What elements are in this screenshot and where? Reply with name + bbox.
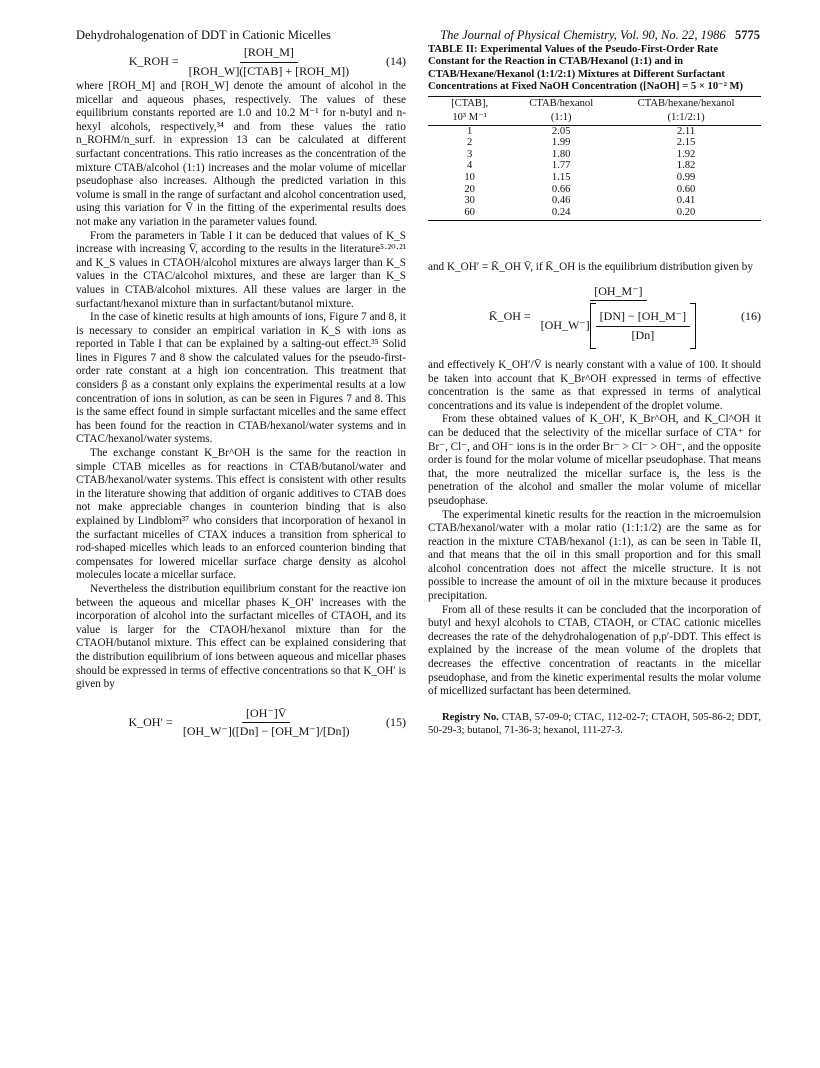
table-cell: 1.80 xyxy=(551,148,571,160)
table-cell: 2 xyxy=(466,137,473,149)
table-cell: 0.24 xyxy=(511,207,611,221)
registry-text: CTAB, 57-09-0; CTAC, 112-02-7; CTAOH, 505-86-2; DDT, 50-29-3; butanol, 71-36-3; hexanol, 111-27-3. xyxy=(428,711,761,737)
column-header-sub: (1:1/2:1) xyxy=(611,111,761,126)
right-column xyxy=(428,44,761,738)
eq16-numerator: [OH_M⁻] xyxy=(590,285,646,302)
table-cell: 60 xyxy=(428,207,511,221)
table-cell: 0.41 xyxy=(676,195,696,207)
paragraph: The exchange constant K_Br^OH is the same for the reaction in simple CTAB micelles as for reactions in CTAB/butanol/water and CTAB/hexanol/water systems. This effect is consistent with other results in the literature showing that addition of organic additives to CTAB does not make appreciable changes in counterion binding that is also explained by Lindblom³⁷ who considers that incorporation of hexanol in the surfactant micelles of CTAX induces a transition from spherical to rod-shaped micelles which leads to an enforced counterion binding that compensates for lowered micellar surface charge density as alcohol molecules locate a micellar surface. xyxy=(76,447,406,582)
left-column xyxy=(76,44,406,746)
table-cell: 0.66 xyxy=(551,183,571,195)
running-header: Dehydrohalogenation of DDT in Cationic Micelles xyxy=(76,28,331,42)
table-row xyxy=(428,172,761,184)
table-row xyxy=(428,195,761,207)
equation-15 xyxy=(76,700,406,746)
table-cell: 4 xyxy=(466,160,473,172)
eq15-denominator: [OH_W⁻]([Dn] − [OH_M⁻]/[Dn]) xyxy=(182,724,350,739)
table-row xyxy=(428,184,761,196)
table-cell: 2.05 xyxy=(551,125,571,137)
eq15-number: (15) xyxy=(386,714,406,729)
table-cell: 3 xyxy=(466,148,473,160)
paragraph: From all of these results it can be concluded that the incorporation of butyl and hexyl alcohols to CTAB, CTAOH, or CTAC cationic micelles decreases the rate of the dehydrohalogenation of p,p′-DDT. This effect is explained by the increase of the mean volume of the droplets that decreases the effective concentration of reactants in the micellar pseudophase, and from the kinetic experimental results the molar volume of micellized surfactant has been determined. xyxy=(428,603,761,698)
eq16-inner-denominator: [Dn] xyxy=(631,327,655,342)
column-header: CTAB/hexane/hexanol xyxy=(611,96,761,111)
eq14-denominator: [ROH_W]([CTAB] + [ROH_M]) xyxy=(188,63,350,78)
eq16-bracket-group xyxy=(541,303,696,349)
table-cell: 1.92 xyxy=(676,148,696,160)
eq16-inner-fraction xyxy=(596,310,690,342)
column-header-sub: (1:1) xyxy=(511,111,611,126)
eq16-denominator xyxy=(537,301,700,349)
table-cell: 1.82 xyxy=(676,160,696,172)
table-title: TABLE II: Experimental Values of the Pseudo-First-Order Rate Constant for the Reaction in CTAB/Hexanol (1:1) and in CTAB/Hexane/Hexanol (1:1/2:1) Mixtures at Different Surfactant Concentrations at Fixed NaOH Concentration ([NaOH] = 5 × 10⁻² M) xyxy=(428,44,744,93)
equation-14 xyxy=(76,44,406,80)
table-cell: 2.15 xyxy=(676,137,696,149)
paragraph: Nevertheless the distribution equilibrium constant for the reactive ion between the aqueous and micellar phases K_OH′ increases with the incorporation of alcohol into the surfactant micelles of CTAOH, and its value is larger for the CTAOH/hexanol mixture than for the CTAOH/butanol mixture. This effect can be explained considering that the distribution equilibrium of ions between aqueous and micellar phases should be expressed in terms of effective concentrations so that K_OH′ is given by xyxy=(76,582,406,691)
table-row xyxy=(428,149,761,161)
table-cell: 10 xyxy=(464,172,475,183)
paragraph: The experimental kinetic results for the reaction in the microemulsion CTAB/hexanol/water with a molar ratio (1:1:1/2) are the same as for reaction in the mixture CTAB/hexanol (1:1), as can be seen in Table II, and that means that the oil in this small proportion and for this small alcohol concentration does not affect the micelle structure. It is not possible to increase the amount of oil in the mixture because it produces precipitation. xyxy=(428,508,761,603)
eq15-numerator: [OH⁻]V̄ xyxy=(242,707,290,724)
column-header: CTAB/hexanol xyxy=(511,96,611,111)
eq16-number: (16) xyxy=(741,309,761,324)
paragraph: where [ROH_M] and [ROH_W] denote the amount of alcohol in the micellar and aqueous phases, respectively. The values of these equilibrium constants reported are 1.0 and 10.2 M⁻¹ for n-butyl and n-hexyl alcohols, respectively,³⁴ and from these values the ratio n_ROHM/n_surf. in expression 13 can be calculated at different surfactant concentrations. This ratio increases as the concentration of the mixture CTAB/alcohol (1:1) increases and the molar volume of micellar pseudophase also increases. Although the predicted variation in this volume is small in the range of surfactant and alcohol concentration used, using this variation for V̄ in the fitting of the experimental results does not make any variation in the parameter values found. xyxy=(76,80,406,228)
eq14-fraction xyxy=(185,46,353,78)
table-cell: 1.15 xyxy=(551,172,571,183)
table-cell: 0.60 xyxy=(676,183,696,195)
table-cell: 20 xyxy=(464,183,475,195)
eq15-fraction xyxy=(179,707,354,739)
eq14-number: (14) xyxy=(386,54,406,69)
eq14-lhs: K_ROH = xyxy=(128,54,179,69)
column-header: [CTAB], xyxy=(428,96,511,111)
journal-name: The Journal of Physical Chemistry, Vol. 90, No. 22, 1986 xyxy=(440,28,726,42)
eq16-inner-numerator: [DN] − [OH_M⁻] xyxy=(596,310,690,327)
journal-citation xyxy=(440,28,760,43)
table-cell: 1.99 xyxy=(551,137,571,149)
table-cell: 30 xyxy=(464,195,475,207)
table-row xyxy=(428,207,761,221)
page-number: 5775 xyxy=(735,28,760,42)
table-cell: 1.77 xyxy=(551,160,571,172)
table-cell: 0.46 xyxy=(551,195,571,207)
registry-numbers xyxy=(428,711,761,738)
paragraph: and K_OH′ = K̄_OH V̄, if K̄_OH is the equilibrium distribution given by xyxy=(428,261,753,274)
column-header-sub: 10³ M⁻¹ xyxy=(428,111,511,126)
eq16-fraction xyxy=(537,285,700,350)
table-cell: 2.11 xyxy=(676,125,696,137)
data-table xyxy=(428,96,761,222)
eq16-den-left: [OH_W⁻] xyxy=(540,318,590,333)
table-cell: 1 xyxy=(466,125,473,137)
table-row xyxy=(428,125,761,137)
table-cell: 0.99 xyxy=(676,172,696,183)
paragraph: From the parameters in Table I it can be deduced that values of K_S increase with increasing V̄, according to the results in the literature⁵·²⁰·²¹ and K_S values in CTAOH/alcohol mixtures are always larger than K_S values in the CTAC/alcohol mixtures, and these are larger than K_S values in CTAB/alcohol mixtures. All these values are larger in the surfactant/hexanol mixture than in surfactant/butanol mixture. xyxy=(76,229,406,310)
paragraph: From these obtained values of K_OH′, K_Br^OH, and K_Cl^OH it can be deduced that the selectivity of the micellar surface of CTA⁺ for Br⁻, Cl⁻, and OH⁻ ions is in the order Br⁻ > Cl⁻ > OH⁻, and the opposite order is found for the molar volume of micellar pseudophase. That means that, the more neutralized the micellar surface is, the less is the penetration of the alcohol and smaller the molar volume of micellar pseudophase. xyxy=(428,413,761,507)
paragraph: and effectively K_OH′/V̄ is nearly constant with a value of 100. It should be taken into account that K_Br^OH expressed in terms of effective concentration is the same as that expressed in terms of analytical concentrations and its value is independent of the droplet volume. xyxy=(428,358,761,412)
registry-label: Registry No. xyxy=(442,711,499,723)
table-row xyxy=(428,137,761,149)
eq15-lhs: K_OH′ = xyxy=(128,714,173,729)
eq16-lhs: K̄_OH = xyxy=(488,309,531,324)
eq14-numerator: [ROH_M] xyxy=(240,46,298,63)
right-bracket xyxy=(690,303,696,349)
table-cell: 0.20 xyxy=(611,207,761,221)
table-row xyxy=(428,160,761,172)
equation-16 xyxy=(428,275,761,359)
paragraph: In the case of kinetic results at high amounts of ions, Figure 7 and 8, it is necessary to consider an empirical variation in K_S with ions as reported in Table I that can be explained by a salting-out effect.³⁵ Solid lines in Figures 7 and 8 show the calculated values for the pseudo-first-order rate constant at a high ion concentration. This treatment that considers β as a constant only explains the experimental results at a low concentration of ions in solution, as can be seen in Figures 7 and 8. This is the same effect found in simple surfactant micelles and the same effect has been found for the reaction in CTAB/hexanol/water systems and in CTAC/hexanol/water systems. xyxy=(76,311,406,446)
